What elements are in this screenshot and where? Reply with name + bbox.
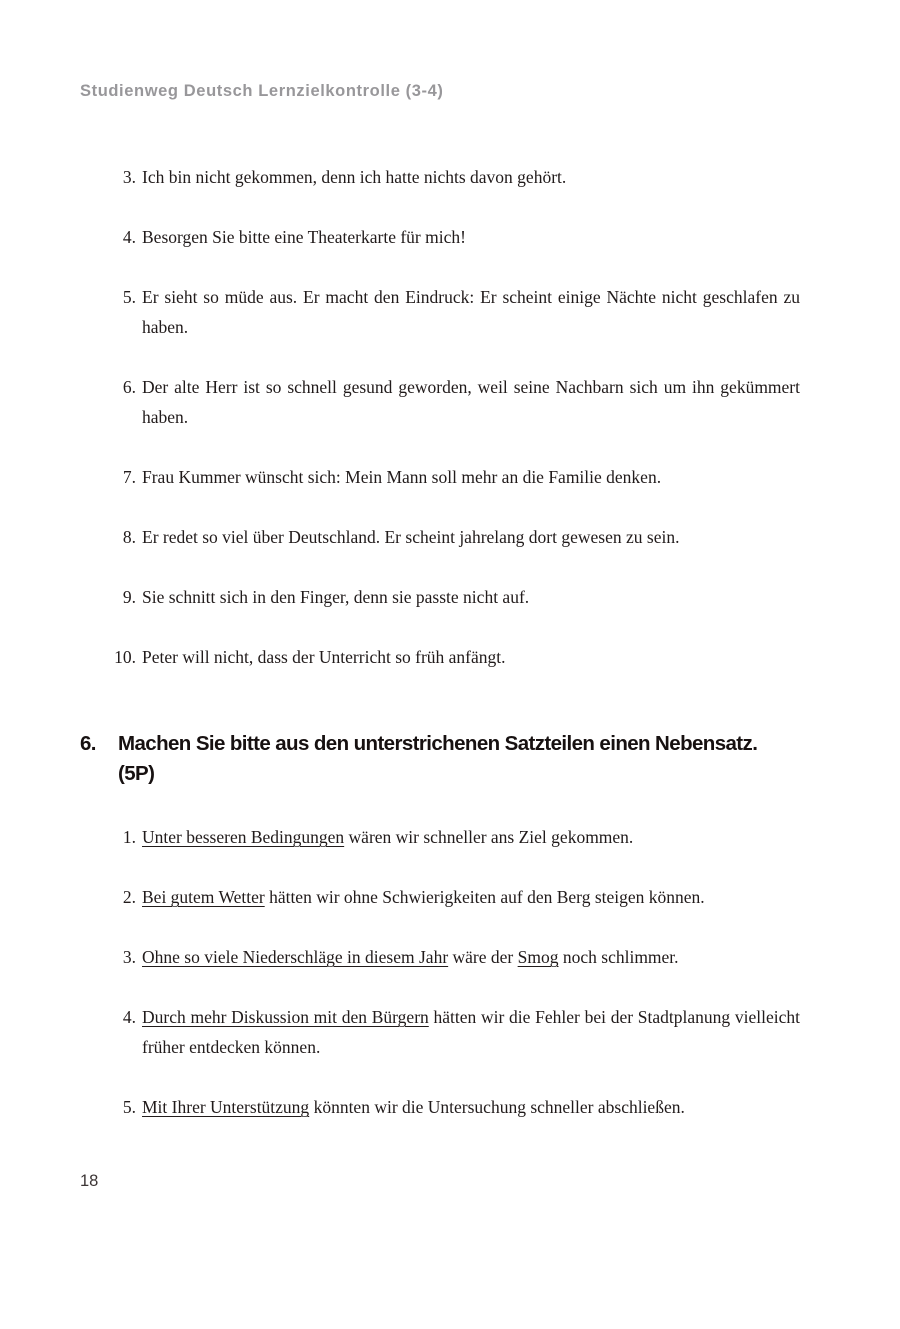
plain-phrase: Sie schnitt sich in den Finger, denn sie passte nicht auf. — [142, 587, 530, 607]
plain-phrase: noch schlimmer. — [558, 947, 679, 967]
item-number: 5. — [122, 287, 136, 307]
item-text — [142, 882, 800, 912]
item-number: 3. — [122, 167, 136, 187]
exercise5-item-list — [106, 162, 800, 672]
plain-phrase: könnten wir die Untersuchung schneller abschließen. — [309, 1097, 685, 1117]
plain-phrase: Besorgen Sie bitte eine Theaterkarte für mich! — [142, 227, 466, 247]
plain-phrase: Frau Kummer wünscht sich: Mein Mann soll mehr an die Familie denken. — [142, 467, 662, 487]
plain-phrase: Peter will nicht, dass der Unterricht so früh anfängt. — [142, 647, 506, 667]
item-text — [142, 582, 800, 612]
item-number: 3. — [122, 947, 136, 967]
underlined-phrase: Smog — [517, 947, 559, 967]
item-text — [142, 942, 800, 972]
item-text — [142, 372, 800, 432]
item-number: 9. — [122, 587, 136, 607]
exercise6-points: (5P) — [118, 762, 155, 785]
list-item — [106, 1092, 800, 1122]
item-text — [142, 522, 800, 552]
list-item — [106, 942, 800, 972]
item-text — [142, 462, 800, 492]
item-number: 6. — [122, 377, 136, 397]
underlined-phrase: Mit Ihrer Unterstützung — [142, 1097, 310, 1117]
item-text — [142, 1092, 800, 1122]
list-item — [106, 222, 800, 252]
plain-phrase: Ich bin nicht gekommen, denn ich hatte nichts davon gehört. — [142, 167, 567, 187]
item-number: 5. — [122, 1097, 136, 1117]
list-item — [106, 372, 800, 432]
item-text — [142, 162, 800, 192]
list-item — [106, 522, 800, 552]
list-item — [106, 582, 800, 612]
underlined-phrase: Ohne so viele Niederschläge in diesem Jahr — [142, 947, 449, 967]
plain-phrase: Er sieht so müde aus. Er macht den Eindruck: Er scheint einige Nächte nicht geschlafen zu haben. — [142, 287, 800, 337]
item-number: 10. — [114, 647, 136, 667]
list-item — [106, 462, 800, 492]
item-text — [142, 822, 800, 852]
item-text — [142, 222, 800, 252]
list-item — [106, 822, 800, 852]
item-text — [142, 282, 800, 342]
list-item — [106, 642, 800, 672]
plain-phrase: hätten wir die Fehler bei der Stadtplanung vielleicht früher entdecken können. — [142, 1007, 800, 1057]
exercise6-title-block — [118, 729, 805, 789]
item-number: 1. — [122, 827, 136, 847]
plain-phrase: wären wir schneller ans Ziel gekommen. — [344, 827, 634, 847]
item-number: 8. — [122, 527, 136, 547]
item-number: 4. — [122, 227, 136, 247]
exercise6-item-list — [106, 822, 800, 1122]
underlined-phrase: Durch mehr Diskussion mit den Bürgern — [142, 1007, 429, 1027]
running-header: Studienweg Deutsch Lernzielkontrolle (3-4) — [80, 82, 444, 100]
list-item — [106, 162, 800, 192]
plain-phrase: wäre der — [448, 947, 518, 967]
item-number: 4. — [122, 1007, 136, 1027]
plain-phrase: hätten wir ohne Schwierigkeiten auf den Berg steigen können. — [264, 887, 705, 907]
underlined-phrase: Bei gutem Wetter — [142, 887, 265, 907]
item-text — [142, 1002, 800, 1062]
exercise6-number: 6. — [80, 732, 96, 755]
list-item — [106, 1002, 800, 1062]
underlined-phrase: Unter besseren Bedingungen — [142, 827, 345, 847]
page-number: 18 — [80, 1172, 99, 1190]
exercise6-heading — [80, 729, 805, 789]
item-number: 2. — [122, 887, 136, 907]
plain-phrase: Er redet so viel über Deutschland. Er scheint jahrelang dort gewesen zu sein. — [142, 527, 680, 547]
exercise6-title: Machen Sie bitte aus den unterstrichenen Satzteilen einen Nebensatz. — [118, 732, 758, 755]
list-item — [106, 282, 800, 342]
item-number: 7. — [122, 467, 136, 487]
plain-phrase: Der alte Herr ist so schnell gesund geworden, weil seine Nachbarn sich um ihn gekümmert haben. — [142, 377, 800, 427]
list-item — [106, 882, 800, 912]
document-page — [0, 82, 900, 1329]
item-text — [142, 642, 800, 672]
